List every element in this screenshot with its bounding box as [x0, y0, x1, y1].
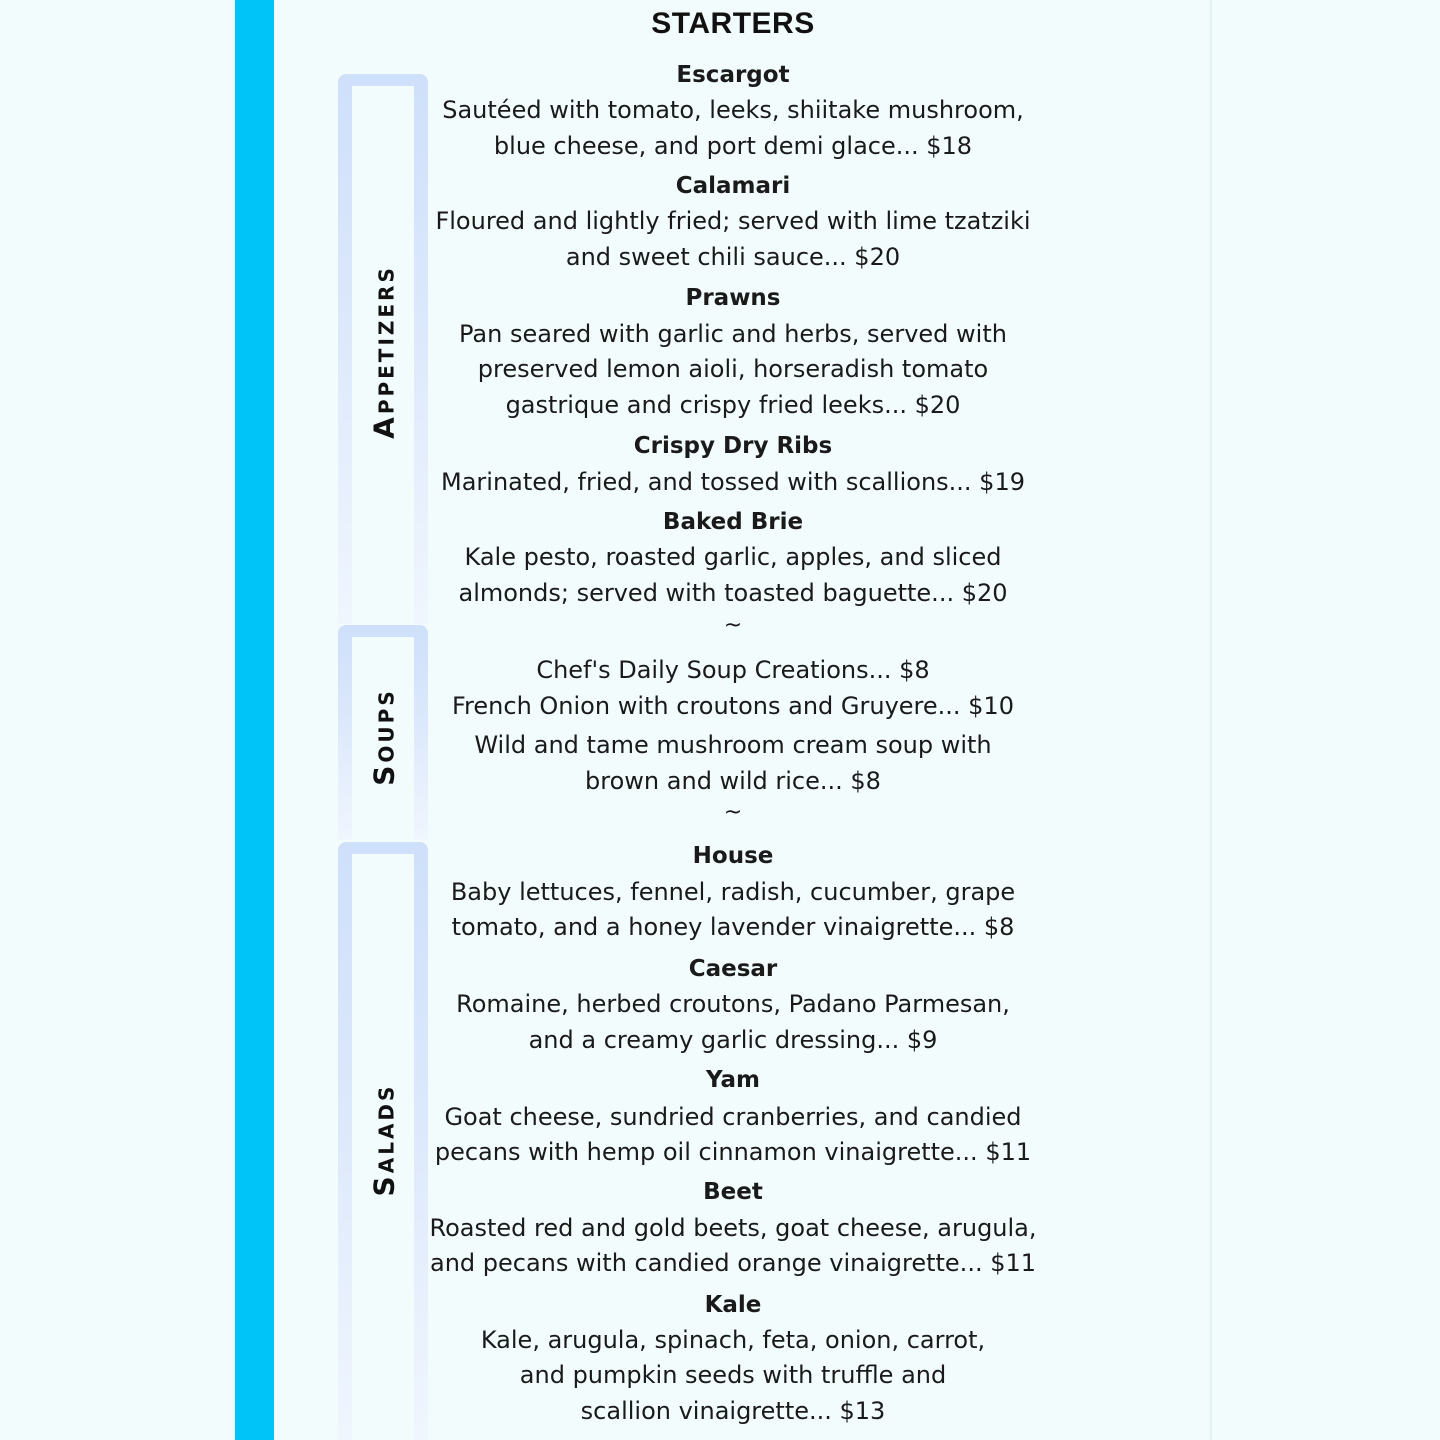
item-description: Baby lettuces, fennel, radish, cucumber, grape — [450, 878, 1016, 906]
item-description: tomato, and a honey lavender vinaigrette... $8 — [451, 913, 1015, 941]
item-description: Marinated, fried, and tossed with scallions... $19 — [441, 468, 1025, 496]
item-description: and a creamy garlic dressing... $9 — [528, 1026, 938, 1054]
accent-stripe — [235, 0, 274, 1440]
page-title: STARTERS — [651, 7, 815, 40]
item-description: scallion vinaigrette... $13 — [580, 1397, 886, 1425]
item-description: and pumpkin seeds with truffle and — [519, 1361, 947, 1389]
item-name: Calamari — [675, 173, 791, 199]
item-description: Pan seared with garlic and herbs, served with — [459, 320, 1007, 348]
soup-line: Chef's Daily Soup Creations... $8 — [536, 656, 930, 684]
item-name: Caesar — [688, 956, 778, 982]
item-name: Kale — [704, 1292, 762, 1318]
item-description: pecans with hemp oil cinnamon vinaigrette... $11 — [434, 1138, 1032, 1166]
item-name: House — [692, 843, 774, 869]
item-description: blue cheese, and port demi glace... $18 — [493, 132, 973, 160]
item-description: Romaine, herbed croutons, Padano Parmesan, — [456, 990, 1010, 1018]
item-description: Roasted red and gold beets, goat cheese, arugula, — [429, 1214, 1037, 1242]
item-description: Floured and lightly fried; served with lime tzatziki — [435, 207, 1031, 235]
item-name: Prawns — [685, 285, 781, 311]
item-description: Kale, arugula, spinach, feta, onion, carrot, — [480, 1326, 986, 1354]
item-description: Sautéed with tomato, leeks, shiitake mushroom, — [442, 96, 1024, 124]
soup-line: brown and wild rice... $8 — [585, 767, 881, 795]
item-description: gastrique and crispy fried leeks... $20 — [505, 391, 961, 419]
item-name: Escargot — [676, 62, 790, 88]
section-divider: ~ — [723, 800, 743, 825]
item-name: Baked Brie — [662, 509, 804, 535]
item-description: preserved lemon aioli, horseradish tomato — [477, 355, 989, 383]
item-description: and sweet chili sauce... $20 — [565, 243, 901, 271]
item-name: Beet — [703, 1179, 763, 1205]
soup-line: French Onion with croutons and Gruyere... $10 — [452, 692, 1014, 720]
item-description: Kale pesto, roasted garlic, apples, and sliced — [464, 543, 1002, 571]
item-description: Goat cheese, sundried cranberries, and candied — [444, 1103, 1022, 1131]
item-name: Yam — [705, 1067, 761, 1093]
soup-line: Wild and tame mushroom cream soup with — [474, 731, 992, 759]
item-name: Crispy Dry Ribs — [633, 433, 833, 459]
page-edge-divider — [1210, 0, 1212, 1440]
item-description: and pecans with candied orange vinaigrette... $11 — [429, 1249, 1037, 1277]
section-divider: ~ — [723, 613, 743, 638]
item-description: almonds; served with toasted baguette... $20 — [458, 579, 1008, 607]
